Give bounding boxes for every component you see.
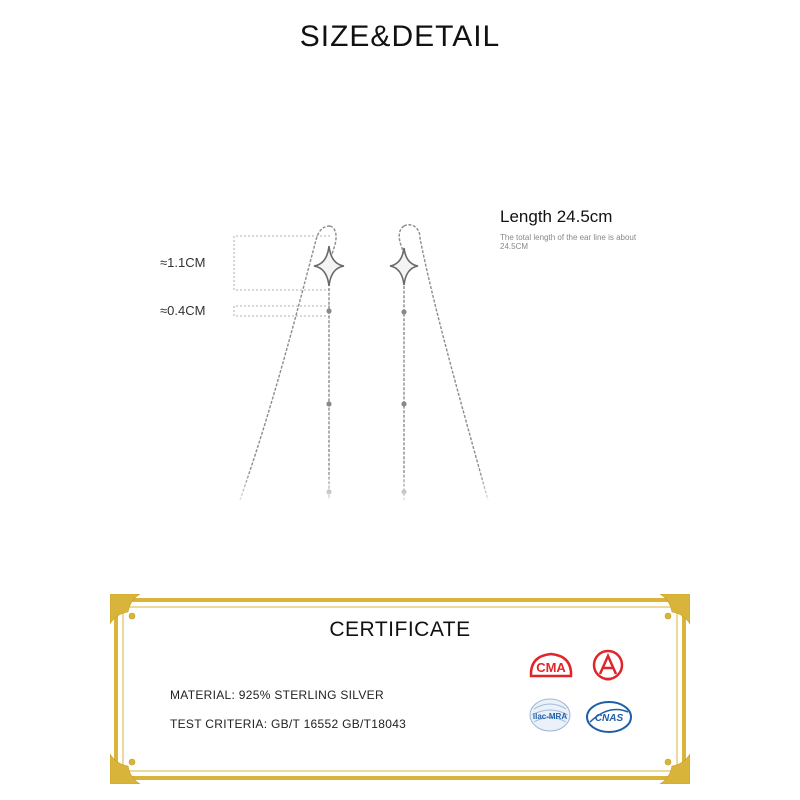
test-criteria-line: TEST CRITERIA: GB/T 16552 GB/T18043: [170, 717, 407, 731]
cal-logo-icon: [588, 648, 628, 682]
page-title: SIZE&DETAIL: [299, 20, 501, 53]
cma-logo-text: CMA: [536, 660, 566, 675]
dimension-guides: [234, 236, 330, 316]
certificate-title: CERTIFICATE: [329, 618, 471, 641]
bead-dimension-label: ≈0.4CM: [160, 303, 206, 318]
material-line: MATERIAL: 925% STERLING SILVER: [170, 688, 384, 702]
cma-logo-icon: [528, 650, 574, 680]
cnas-logo-icon: [584, 698, 634, 736]
length-title: Length 24.5cm: [500, 207, 613, 226]
right-star-charm: [390, 248, 418, 285]
length-description: The total length of the ear line is about 24.5CM: [500, 233, 637, 251]
length-info: [500, 207, 650, 251]
cnas-logo-text: CNAS: [594, 713, 624, 724]
ilac-mra-logo-icon: [524, 695, 576, 739]
ilac-logo-text: ilac-MRA: [532, 712, 568, 721]
left-star-charm: [314, 246, 344, 286]
cal-logo-text: CAL: [605, 678, 611, 682]
star-dimension-label: ≈1.1CM: [160, 255, 206, 270]
